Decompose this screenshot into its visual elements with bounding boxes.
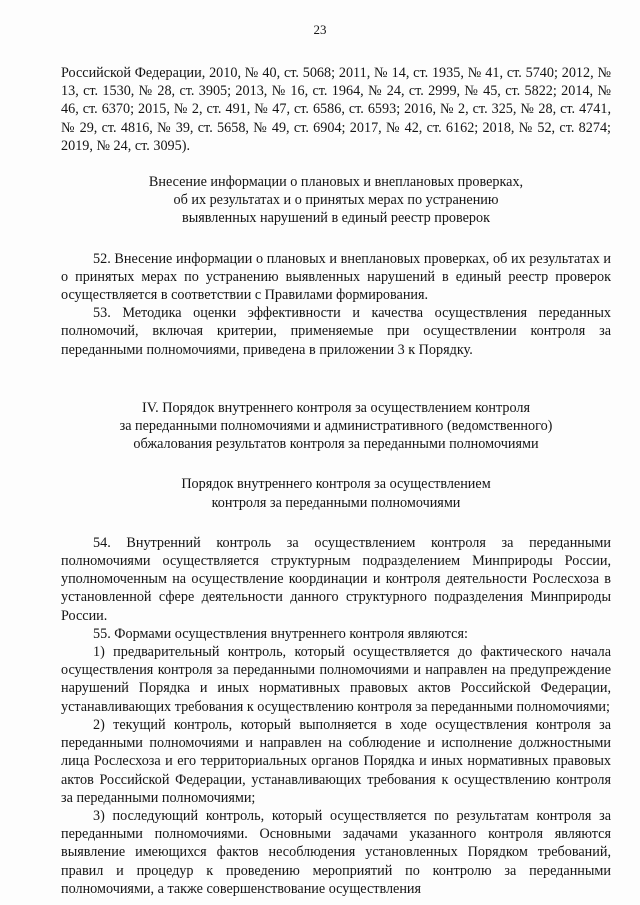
subheading-line-1: Порядок внутреннего контроля за осуществлением bbox=[181, 476, 491, 493]
section-iv-line-1: IV. Порядок внутреннего контроля за осуществлением контроля bbox=[142, 399, 530, 416]
list-item-1: 1) предварительный контроль, который осуществляется до фактического начала осуществления контроля за переданными полномочиями и направлен на предупреждение нарушений Порядка и иных нормативных правовых актов Российской Федерации, устанавливающих требования к осуществлению контроля за переданными полномочиями; bbox=[61, 644, 611, 715]
paragraph-55: 55. Формами осуществления внутреннего контроля являются: bbox=[93, 625, 468, 642]
spacer bbox=[61, 359, 611, 399]
paragraph-54: 54. Внутренний контроль за осуществлением контроля за переданными полномочиями осуществляется структурным подразделением Минприроды России, уполномоченным на осуществление координации и контроля деятельности Рослесхоза в установленной сфере деятельности данного структурного подразделения Минприроды России. bbox=[61, 534, 611, 624]
heading-registry-line-3: выявленных нарушений в единый реестр проверок bbox=[182, 210, 490, 227]
heading-registry-line-2: об их результатах и о принятых мерах по устранению bbox=[173, 192, 499, 209]
spacer bbox=[61, 155, 611, 173]
section-iv-line-2: за переданными полномочиями и административного (ведомственного) bbox=[119, 418, 553, 435]
page-number: 23 bbox=[313, 22, 327, 37]
paragraph-intro: Российской Федерации, 2010, № 40, ст. 5068; 2011, № 14, ст. 1935, № 41, ст. 5740; 2012, № 13, ст. 1530, № 28, ст. 3905; 2013, № 16, ст. 1964, № 24, ст. 2999, № 45, ст. 5822; 2014, № 46, ст. 6370; 2015, № 2, ст. 491, № 47, ст. 6586, ст. 6593; 2016, № 2, ст. 325, № 28, ст. 4741, № 29, ст. 4816, № 39, ст. 5658, № 49, ст. 6904; 2017, № 42, ст. 6162; 2018, № 52, ст. 8274; 2019, № 24, ст. 3095). bbox=[61, 65, 611, 154]
section-iv-line-3: обжалования результатов контроля за переданными полномочиями bbox=[133, 436, 539, 453]
list-item-2: 2) текущий контроль, который выполняется в ходе осуществления контроля за переданными полномочиями и направлен на соблюдение и исполнение должностными лица Рослесхоза и его территориальных органов Порядка и иных нормативных правовых актов Российской Федерации, устанавливающих требования к осуществлению контроля за переданными полномочиями; bbox=[61, 716, 611, 806]
section-iv-heading bbox=[61, 399, 611, 454]
paragraph-52: 52. Внесение информации о плановых и внеплановых проверках, об их результатах и о принятых мерах по устранению выявленных нарушений в единый реестр проверок осуществляется в соответствии с Правилами формирования. bbox=[61, 250, 611, 304]
list-item-3: 3) последующий контроль, который осуществляется по результатам контроля за переданными полномочиями. Основными задачами указанного контроля являются выявление имеющихся фактов несоблюдения установленных Порядком требований, правил и процедур к проведению мероприятий по контролю за переданными полномочиями, а также совершенствование осуществления bbox=[61, 807, 611, 897]
paragraph-53: 53. Методика оценки эффективности и качества осуществления переданных полномочий, включая критерии, применяемые при осуществлении контроля за переданными полномочиями, приведена в приложении 3 к Порядку. bbox=[61, 305, 611, 358]
subheading-line-2: контроля за переданными полномочиями bbox=[211, 494, 461, 511]
heading-registry bbox=[61, 173, 611, 228]
spacer bbox=[61, 453, 611, 475]
spacer bbox=[61, 512, 611, 534]
subheading-internal-control bbox=[61, 475, 611, 511]
document-body bbox=[61, 64, 611, 898]
spacer bbox=[61, 228, 611, 250]
heading-registry-line-1: Внесение информации о плановых и внеплановых проверках, bbox=[148, 174, 524, 191]
